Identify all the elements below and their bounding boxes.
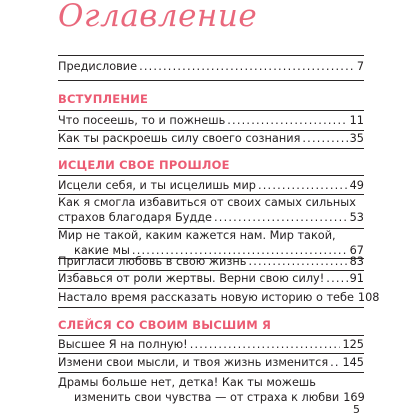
entry-page: 35	[349, 132, 364, 145]
entry-title: Настало время рассказать новую историю о тебе	[58, 291, 354, 304]
entry-title-line1: Драмы больше нет, детка! Как ты можешь	[58, 376, 316, 389]
entry-title: Как ты раскроешь силу своего сознания	[58, 132, 301, 145]
toc-entry[interactable]	[58, 178, 364, 193]
divider	[58, 148, 364, 149]
divider	[58, 175, 364, 176]
divider	[58, 335, 364, 336]
entry-page: 11	[349, 114, 364, 127]
toc-entry[interactable]	[58, 290, 380, 305]
entry-page: 145	[342, 356, 364, 369]
divider	[58, 80, 364, 81]
leader-dots	[190, 337, 341, 352]
entry-title-line1: Мир не такой, каким кажется нам. Мир такой,	[58, 229, 336, 242]
section-heading-intro: ВСТУПЛЕНИЕ	[58, 92, 149, 106]
entry-page: 67	[349, 244, 364, 257]
entry-title: Измени свои мысли, и твоя жизнь изменится	[58, 356, 329, 369]
leader-dots	[258, 178, 348, 193]
toc-entry-preface[interactable]	[58, 59, 364, 74]
leader-dots	[248, 254, 347, 269]
section-heading-heal-past: ИСЦЕЛИ СВОЕ ПРОШЛОЕ	[58, 158, 230, 172]
divider	[58, 55, 364, 56]
toc-entry[interactable]	[58, 355, 364, 370]
toc-entry[interactable]	[58, 271, 364, 286]
entry-page: 108	[357, 291, 380, 304]
toc-entry[interactable]	[58, 113, 364, 128]
divider	[58, 353, 364, 354]
toc-entry[interactable]	[58, 131, 364, 146]
section-heading-higher-self: СЛЕЙСЯ СО СВОИМ ВЫСШИМ Я	[58, 318, 272, 332]
entry-page: 83	[349, 255, 364, 268]
entry-page: 7	[356, 60, 364, 73]
entry-title: Избавься от роли жертвы. Верни свою силу!	[58, 272, 325, 285]
entry-page: 125	[342, 338, 364, 351]
page-number: 5	[353, 403, 360, 416]
divider	[58, 288, 364, 289]
entry-page: 169	[343, 391, 365, 404]
divider	[58, 372, 364, 373]
divider	[58, 110, 364, 111]
leader-dots	[330, 355, 340, 370]
entry-title-line1: Как я смогла избавиться от своих самых сильных	[58, 196, 356, 209]
entry-page: 91	[349, 272, 364, 285]
leader-dots	[139, 59, 355, 74]
toc-title: Оглавление	[58, 0, 258, 34]
toc-entry[interactable]	[58, 375, 364, 405]
leader-dots	[326, 271, 347, 286]
divider	[58, 307, 364, 308]
entry-title: Пригласи любовь в свою жизнь	[58, 255, 247, 268]
entry-title: Предисловие	[58, 60, 138, 73]
leader-dots	[227, 113, 347, 128]
entry-title: Исцели себя, и ты исцелишь мир	[58, 179, 256, 192]
entry-title: какие мы	[74, 244, 130, 257]
toc-entry[interactable]	[58, 254, 364, 269]
leader-dots	[302, 131, 347, 146]
entry-title: Что посеешь, то и пожнешь	[58, 114, 226, 127]
entry-title: Высшее Я на полную!	[58, 338, 188, 351]
leader-dots	[214, 210, 348, 225]
toc-entry[interactable]	[58, 337, 364, 352]
entry-title: изменить свои чувства — от страха к любви	[74, 391, 340, 404]
entry-page: 49	[349, 179, 364, 192]
entry-title: страхов благодаря Будде	[58, 211, 212, 224]
entry-page: 53	[349, 211, 364, 224]
toc-entry[interactable]	[58, 195, 364, 225]
